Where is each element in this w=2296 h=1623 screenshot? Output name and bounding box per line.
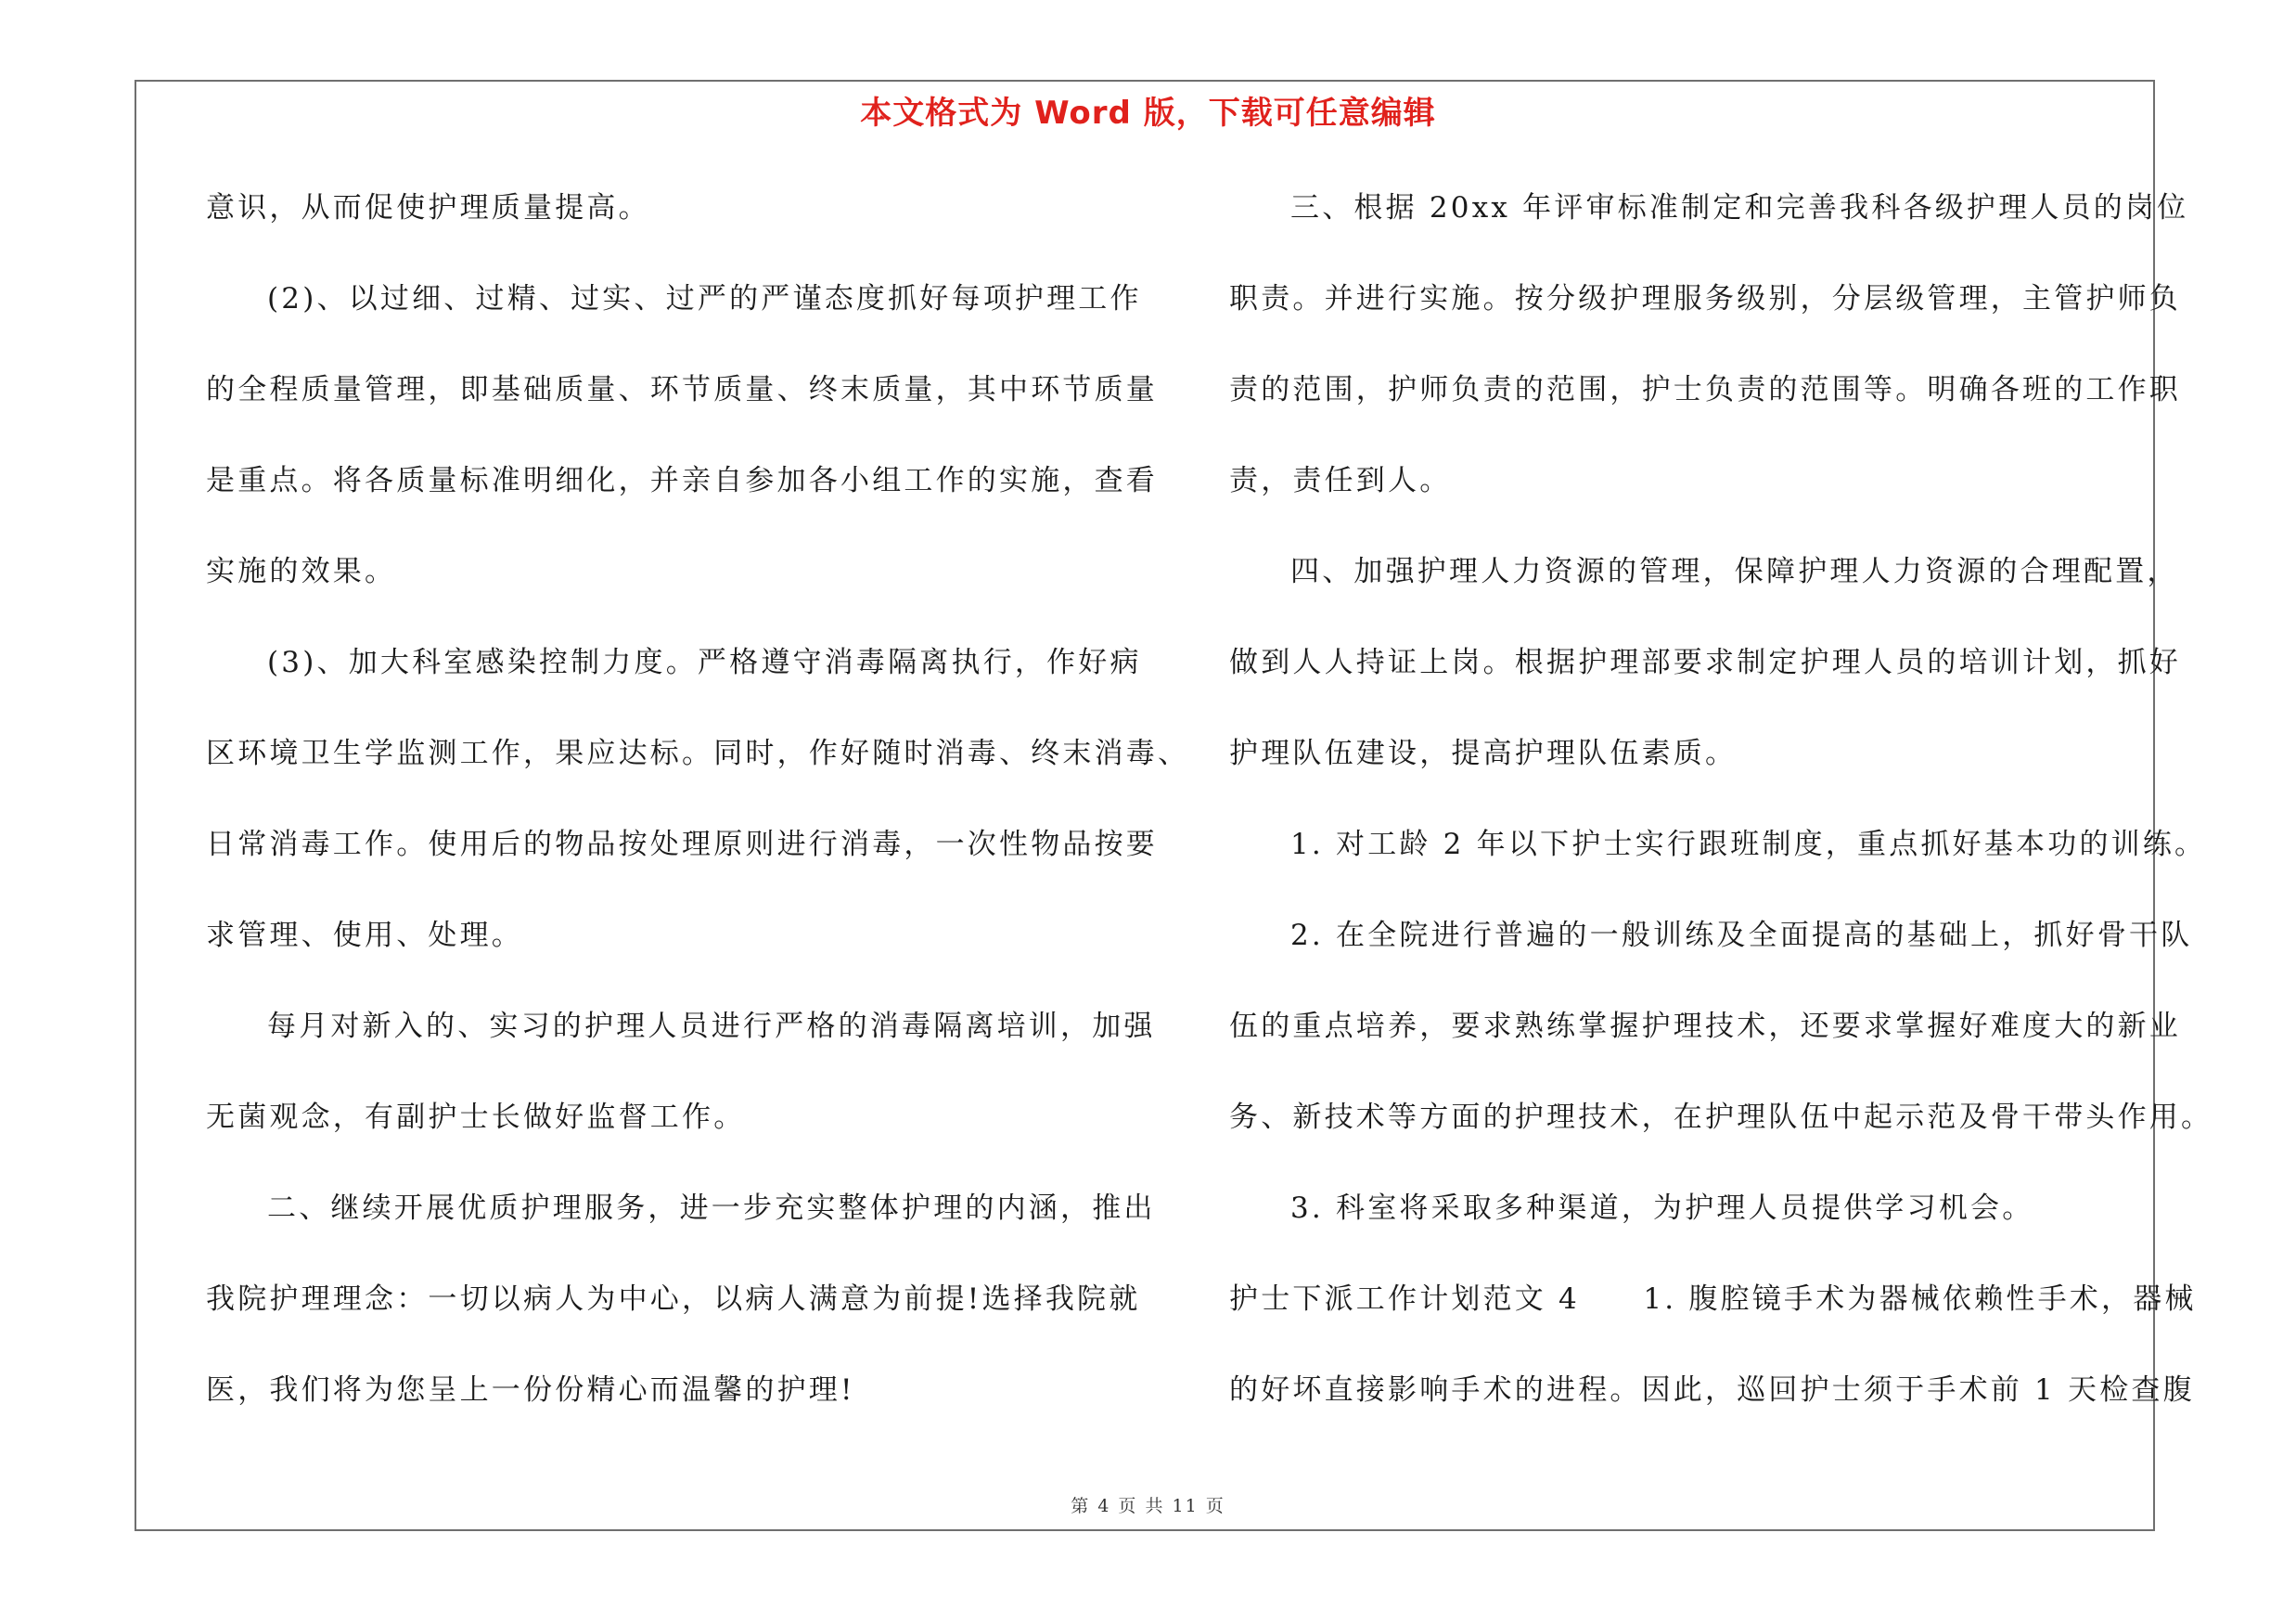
text-line: 的全程质量管理，即基础质量、环节质量、终末质量，其中环节质量 (206, 373, 1158, 406)
text-line: 我院护理理念：一切以病人为中心，以病人满意为前提!选择我院就 (206, 1282, 1141, 1316)
text-line: 医，我们将为您呈上一份份精心而温馨的护理! (206, 1373, 855, 1407)
text-line: 护理队伍建设，提高护理队伍素质。 (1229, 737, 1738, 770)
text-line: (3)、加大科室感染控制力度。严格遵守消毒隔离执行，作好病 (267, 646, 1142, 679)
text-line: 意识，从而促使护理质量提高。 (206, 191, 650, 225)
text-line: 伍的重点培养，要求熟练掌握护理技术，还要求掌握好难度大的新业 (1229, 1010, 2181, 1043)
page-number: 第 4 页 共 11 页 (1071, 1496, 1225, 1516)
text-line: 区环境卫生学监测工作，果应达标。同时，作好随时消毒、终末消毒、 (206, 737, 1190, 770)
text-line: 务、新技术等方面的护理技术，在护理队伍中起示范及骨干带头作用。 (1229, 1101, 2213, 1134)
text-line: 实施的效果。 (206, 555, 397, 588)
text-line: 2. 在全院进行普遍的一般训练及全面提高的基础上，抓好骨干队 (1290, 919, 2193, 952)
text-line: 无菌观念，有副护士长做好监督工作。 (206, 1101, 746, 1134)
right-column (1229, 182, 2213, 1455)
text-line: 责的范围，护师负责的范围，护士负责的范围等。明确各班的工作职 (1229, 373, 2181, 406)
text-line: (2)、以过细、过精、过实、过严的严谨态度抓好每项护理工作 (267, 282, 1142, 316)
text-line: 四、加强护理人力资源的管理，保障护理人力资源的合理配置， (1290, 555, 2179, 588)
left-column (206, 182, 1190, 1455)
text-line: 3. 科室将采取多种渠道，为护理人员提供学习机会。 (1290, 1191, 2034, 1225)
text-line: 每月对新入的、实习的护理人员进行严格的消毒隔离培训，加强 (267, 1010, 1156, 1043)
text-line: 的好坏直接影响手术的进程。因此，巡回护士须于手术前 1 天检查腹 (1229, 1373, 2195, 1407)
text-line: 责，责任到人。 (1229, 464, 1452, 497)
text-line: 职责。并进行实施。按分级护理服务级别，分层级管理，主管护师负 (1229, 282, 2181, 316)
text-line: 三、根据 20xx 年评审标准制定和完善我科各级护理人员的岗位 (1290, 191, 2189, 225)
text-line: 求管理、使用、处理。 (206, 919, 523, 952)
text-line: 做到人人持证上岗。根据护理部要求制定护理人员的培训计划，抓好 (1229, 646, 2181, 679)
format-banner: 本文格式为 Word 版，下载可任意编辑 (860, 95, 1436, 132)
text-line: 护士下派工作计划范文 4 1. 腹腔镜手术为器械依赖性手术，器械 (1229, 1282, 2197, 1316)
text-line: 1. 对工龄 2 年以下护士实行跟班制度，重点抓好基本功的训练。 (1290, 828, 2207, 861)
text-line: 是重点。将各质量标准明细化，并亲自参加各小组工作的实施，查看 (206, 464, 1158, 497)
text-line: 二、继续开展优质护理服务，进一步充实整体护理的内涵，推出 (267, 1191, 1156, 1225)
text-line: 日常消毒工作。使用后的物品按处理原则进行消毒，一次性物品按要 (206, 828, 1158, 861)
